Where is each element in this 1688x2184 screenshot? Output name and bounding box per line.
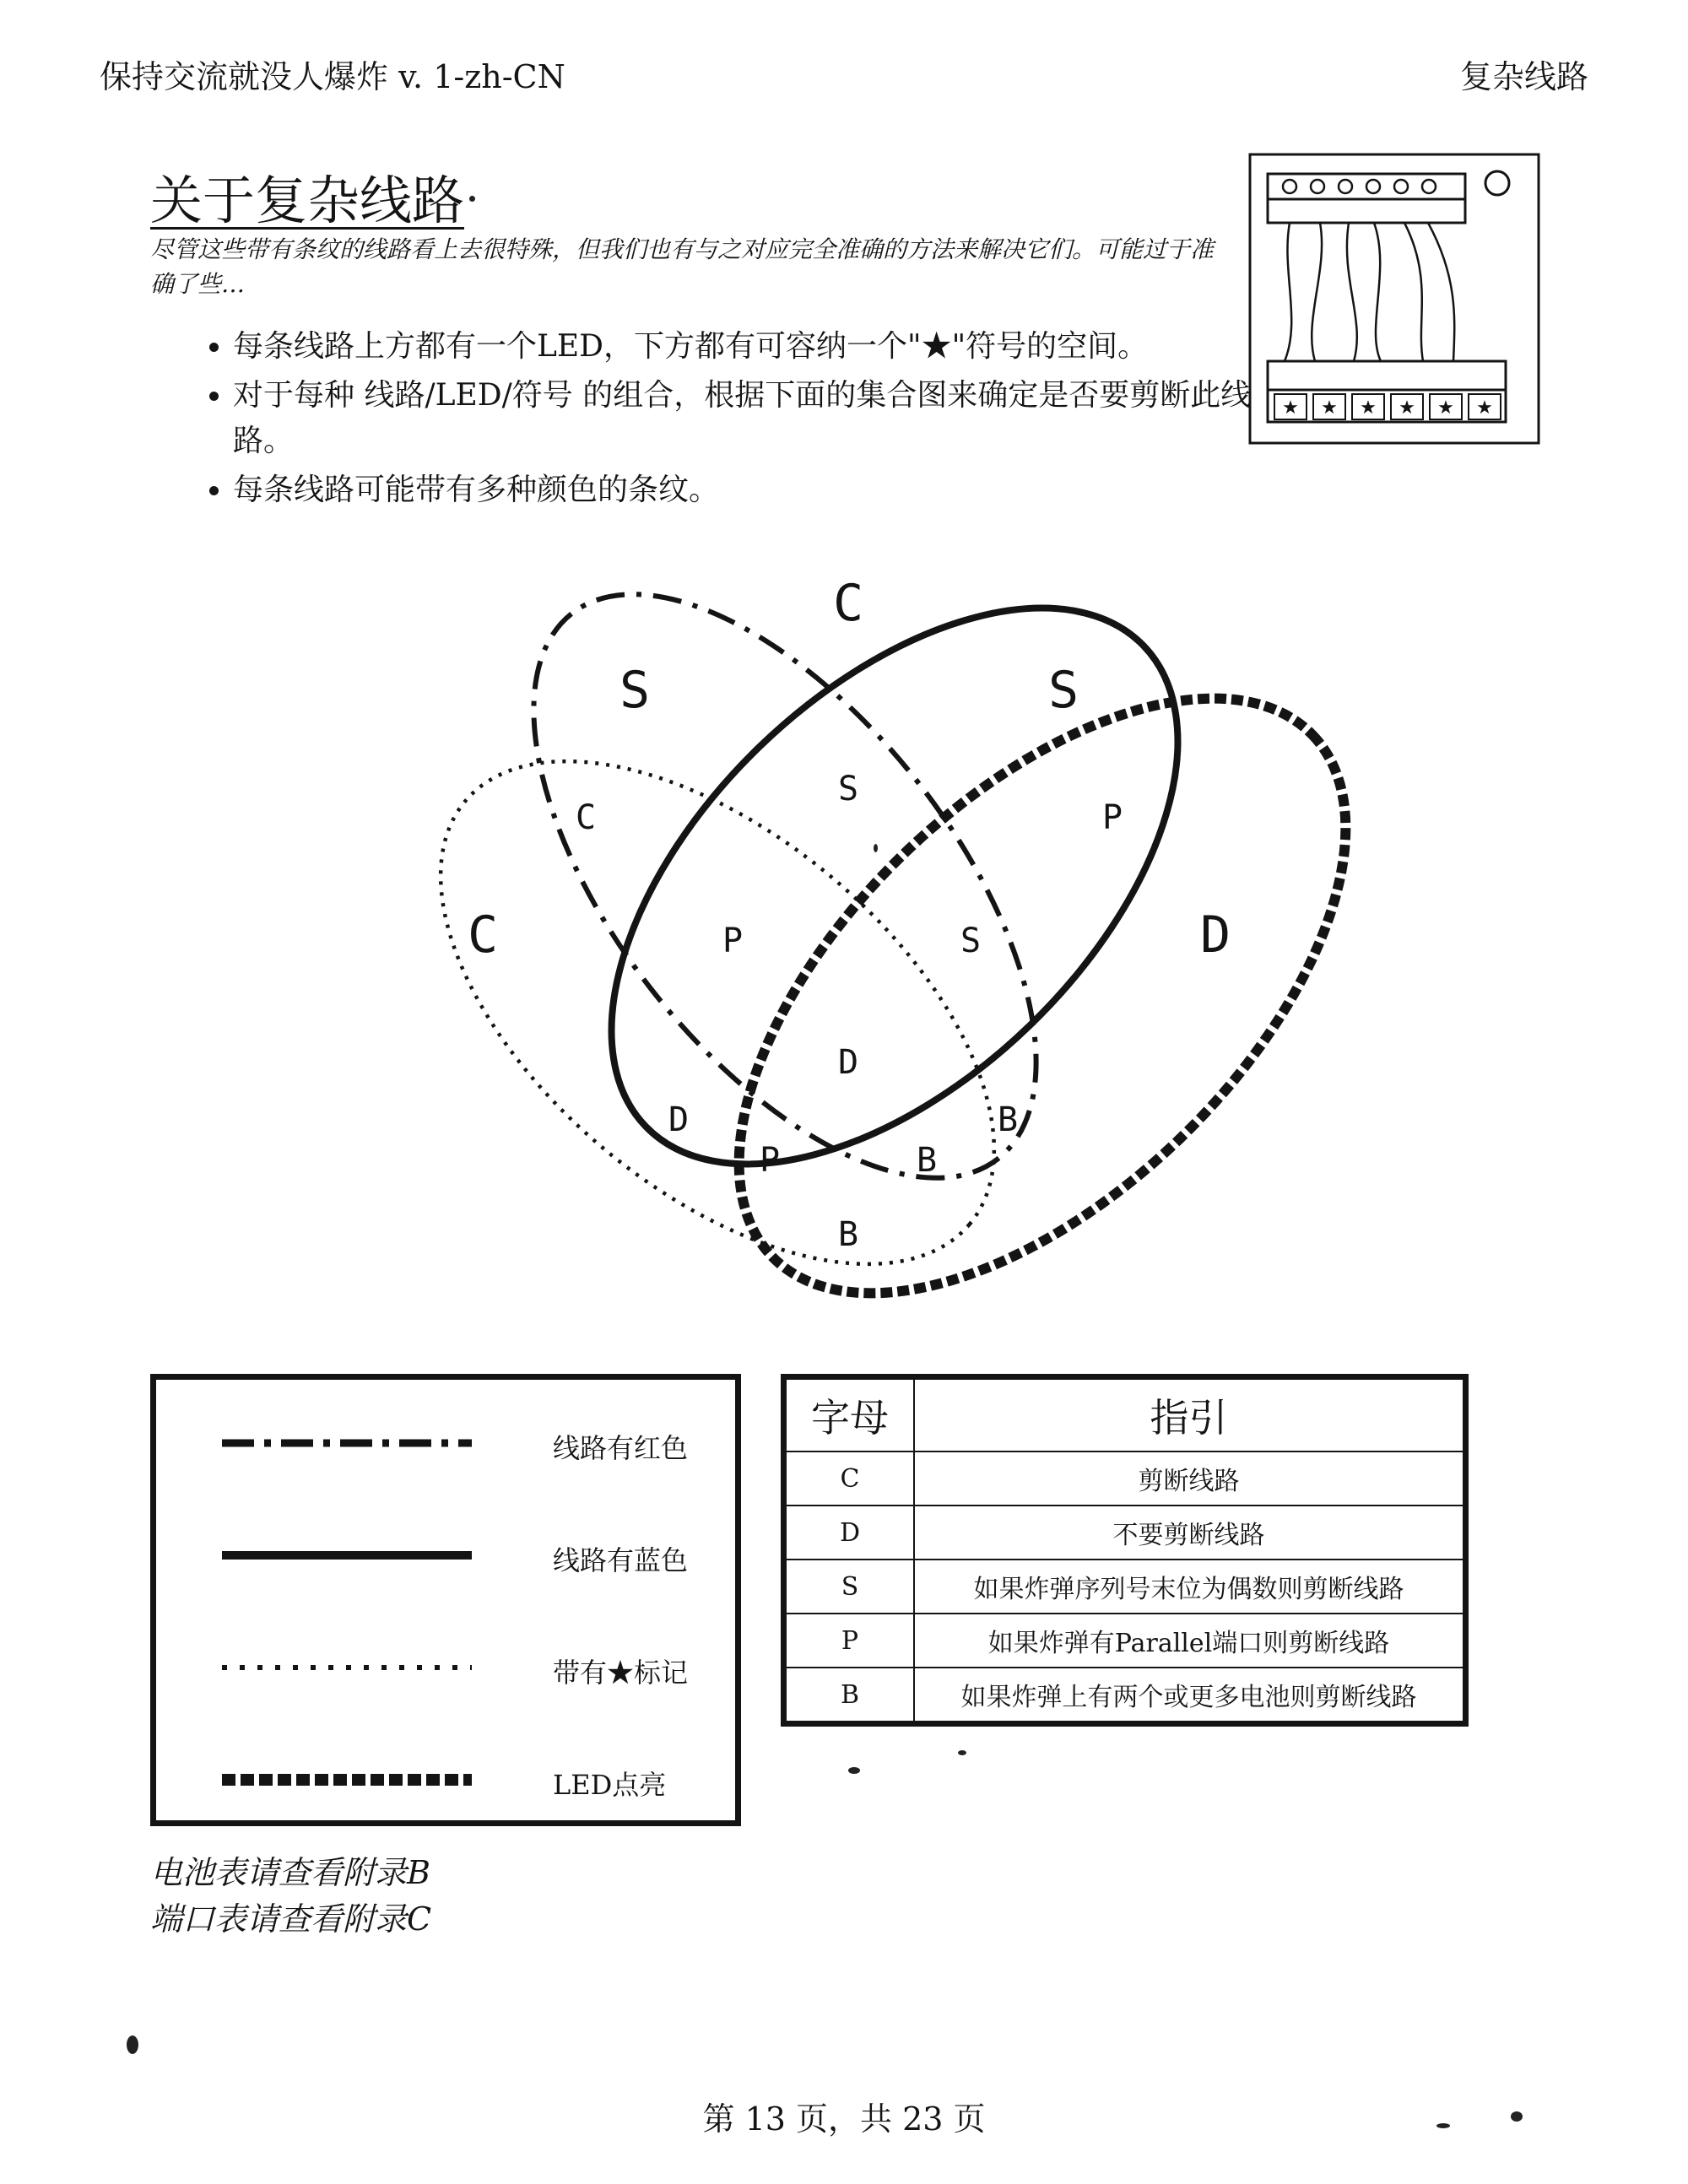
letter-cell: D [784, 1506, 915, 1560]
wire [1347, 223, 1357, 361]
wire [1428, 223, 1454, 361]
led-set [635, 592, 1376, 1342]
venn-region-star-led: B [916, 1141, 938, 1180]
wire [1404, 223, 1423, 361]
paper-speck [1511, 2111, 1523, 2122]
led-icon [1366, 180, 1380, 193]
venn-region-all-four: D [837, 1043, 859, 1082]
legend-label: 线路有蓝色 [553, 1544, 689, 1576]
appendix-notes [150, 1850, 431, 1943]
venn-region-red-blue-star: P [722, 922, 744, 960]
section-title: 关于复杂线路 [150, 170, 465, 231]
table-row [784, 1506, 1466, 1560]
rule-item: • 每条线路上方都有一个LED，下方都有可容纳一个"★"符号的空间。 [233, 324, 1263, 370]
star-icon: ★ [1360, 397, 1377, 419]
letter-cell: S [784, 1560, 915, 1614]
led-icon [1339, 180, 1352, 193]
wire [1374, 223, 1381, 361]
wire [1312, 223, 1322, 361]
venn-region-red-star-led: D [668, 1100, 690, 1139]
star-set [351, 665, 1083, 1342]
table-row [784, 1614, 1466, 1668]
column-header-instruction: 指引 [914, 1377, 1466, 1452]
table-header-row [784, 1377, 1466, 1452]
led-icon [1394, 180, 1408, 193]
wire [1285, 223, 1291, 361]
venn-region-star-only: C [467, 905, 499, 965]
legend-item-red [156, 1414, 735, 1473]
letter-cell: C [784, 1451, 915, 1506]
instruction-cell: 如果炸弹上有两个或更多电池则剪断线路 [914, 1668, 1466, 1724]
star-icon: ★ [1476, 397, 1493, 419]
rule-item: • 每条线路可能带有多种颜色的条纹。 [233, 468, 1263, 513]
led-row [1283, 180, 1436, 193]
venn-region-blue-star: B [837, 1215, 859, 1254]
paper-speck [469, 196, 475, 202]
instruction-cell: 如果炸弹有Parallel端口则剪断线路 [914, 1614, 1466, 1668]
star-icon: ★ [1399, 397, 1415, 419]
led-base [1268, 199, 1465, 223]
paper-speck [127, 2035, 138, 2054]
dash-dot-line-sample [220, 1414, 473, 1473]
venn-region-red-blue: S [837, 770, 859, 808]
table-row [784, 1560, 1466, 1614]
port-appendix-note: 端口表请查看附录C [150, 1900, 432, 1938]
rules-list [194, 324, 1263, 516]
star-icon: ★ [1437, 397, 1454, 419]
red-wire-set [439, 557, 1131, 1262]
star-icon: ★ [1321, 397, 1338, 419]
venn-region-red-blue-led: S [960, 922, 982, 960]
venn-region-led-only: D [1199, 905, 1231, 965]
legend-item-star [156, 1638, 735, 1697]
instruction-cell: 不要剪断线路 [914, 1506, 1466, 1560]
venn-diagram [338, 557, 1376, 1342]
table-row [784, 1451, 1466, 1506]
column-header-letter: 字母 [784, 1377, 915, 1452]
instructions-table [781, 1374, 1469, 1727]
legend-item-led [156, 1750, 735, 1809]
letter-cell: P [784, 1614, 915, 1668]
doc-title: 保持交流就没人爆炸 v. 1-zh-CN [100, 58, 565, 95]
rule-item: • 对于每种 线路/LED/符号 的组合，根据下面的集合图来确定是否要剪断此线路。 [233, 373, 1263, 464]
line-style-legend [150, 1374, 741, 1826]
wires [1285, 223, 1454, 361]
letter-cell: B [784, 1668, 915, 1724]
dotted-line-sample [220, 1638, 473, 1697]
star-slots [1274, 394, 1501, 419]
module-illustration [1247, 152, 1541, 446]
status-light-icon [1485, 171, 1509, 195]
paper-speck [874, 844, 878, 852]
paper-speck [848, 1767, 860, 1774]
star-strip [1268, 361, 1506, 390]
venn-region-red-led: B [997, 1100, 1019, 1139]
module-name: 复杂线路 [1459, 58, 1588, 95]
venn-region-none: C [832, 574, 864, 633]
instruction-cell: 如果炸弹序列号末位为偶数则剪断线路 [914, 1560, 1466, 1614]
led-icon [1283, 180, 1296, 193]
legend-label: 线路有红色 [553, 1432, 689, 1464]
section-intro: 尽管这些带有条纹的线路看上去很特殊，但我们也有与之对应完全准确的方法来解决它们。可能过于准确了些… [150, 235, 1215, 298]
venn-region-blue-led: P [1101, 798, 1123, 837]
paper-speck [1436, 2123, 1450, 2128]
page-number: 第 13 页，共 23 页 [702, 2100, 986, 2138]
instruction-cell: 剪断线路 [914, 1451, 1466, 1506]
led-icon [1422, 180, 1436, 193]
led-icon [1311, 180, 1324, 193]
venn-region-blue-star-led: P [759, 1141, 781, 1180]
paper-speck [958, 1750, 966, 1755]
legend-item-blue [156, 1526, 735, 1585]
solid-line-sample [220, 1526, 473, 1585]
legend-label: 带有★标记 [553, 1657, 689, 1689]
venn-region-red-star: C [575, 798, 597, 837]
battery-appendix-note: 电池表请查看附录B [150, 1854, 430, 1891]
thick-dashed-line-sample [220, 1750, 473, 1809]
legend-label: LED点亮 [553, 1769, 667, 1801]
venn-region-blue-only: S [1047, 661, 1079, 720]
venn-region-red-only: S [619, 661, 651, 720]
table-row [784, 1668, 1466, 1724]
star-icon: ★ [1282, 397, 1299, 419]
